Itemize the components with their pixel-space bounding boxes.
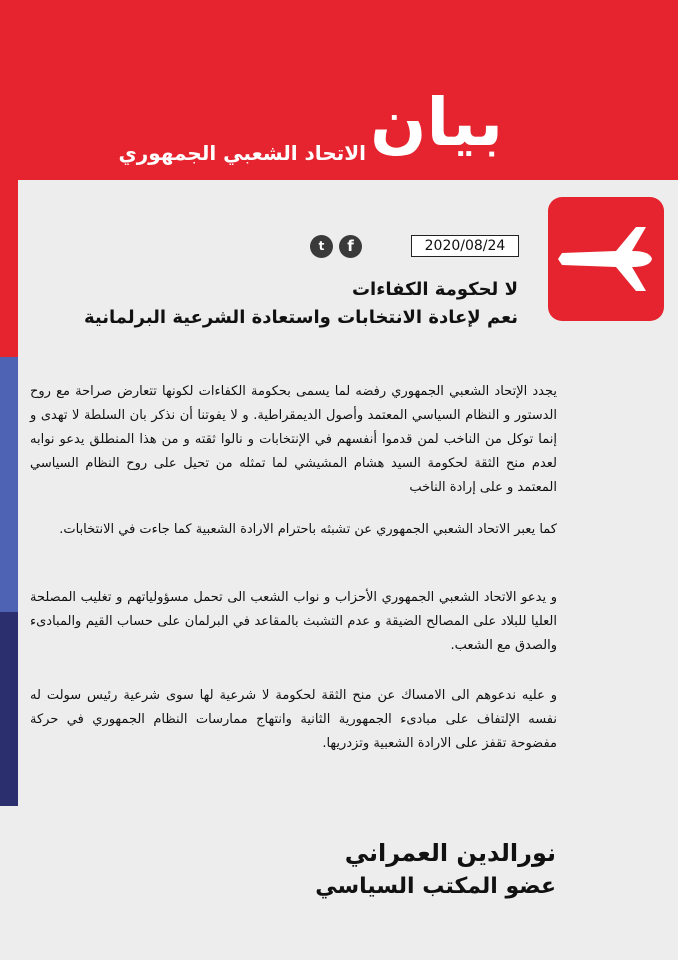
slogans: [84, 276, 518, 332]
signature-block: [315, 836, 556, 904]
statement-date: 2020/08/24: [411, 235, 519, 257]
signatory-role: عضو المكتب السياسي: [315, 874, 556, 899]
body-paragraph: و عليه ندعوهم الى الامساك عن منح الثقة لحكومة لا شرعية لها سوى شرعية رئيس سولت له نفسه الإلتفاف على مبادىء الجمهورية الثانية وانتهاج ممارسات النظام الجمهوري في حركة مفضوحة تقفز على الارادة الشعبية وتزدريها.: [30, 688, 557, 751]
slogan-line: نعم لإعادة الانتخابات واستعادة الشرعية البرلمانية: [84, 307, 518, 328]
body-paragraph: كما يعبر الاتحاد الشعبي الجمهوري عن تشبثه باحترام الارادة الشعبية كما جاءت في الانتخابات.: [59, 522, 557, 537]
airplane-logo-icon: [548, 197, 664, 321]
organization-name: الاتحاد الشعبي الجمهوري: [118, 141, 366, 165]
signatory-name: نورالدين العمراني: [344, 839, 556, 867]
twitter-icon[interactable]: t: [310, 235, 333, 258]
body-paragraph: و يدعو الاتحاد الشعبي الجمهوري الأحزاب و نواب الشعب الى تحمل مسؤولياتهم و تغليب المصلحة العليا للبلاد على المصالح الضيقة و عدم التشبث بالمقاعد في البرلمان على حساب القيم والمبادىء والصدق مع الشعب.: [30, 590, 557, 653]
side-stripe-red: [0, 180, 18, 357]
side-stripe-navy: [0, 612, 18, 806]
side-stripe-blue: [0, 357, 18, 612]
body-paragraph: يجدد الإتحاد الشعبي الجمهوري رفضه لما يسمى بحكومة الكفاءات لكونها تتعارض صراحة مع روح الدستور و النظام السياسي المعتمد وأصول الديمقراطية. و لا يفوتنا أن نذكر بان السلطة لا تهدى و إنما توكل من الناخب لمن قدموا أنفسهم في الإنتخابات و نالوا ثقته و من هذا المنطلق يدعو نوابه لعدم منح الثقة لحكومة السيد هشام المشيشي لما تمثله من تحيل على روح النظام السياسي المعتمد و على إرادة الناخب: [30, 384, 557, 495]
statement-title: بيان: [370, 84, 503, 161]
facebook-icon[interactable]: f: [339, 235, 362, 258]
slogan-line: لا لحكومة الكفاءات: [351, 279, 518, 300]
